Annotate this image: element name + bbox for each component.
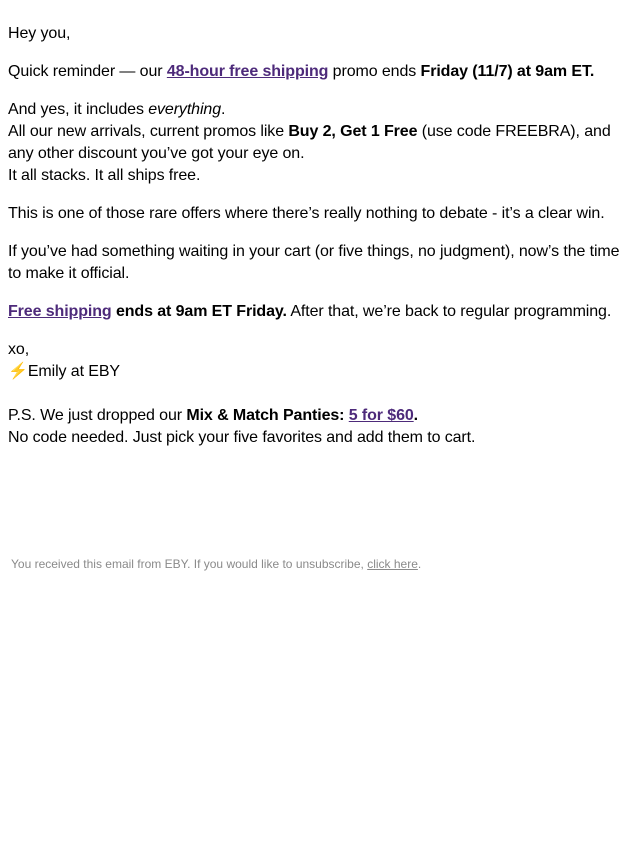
- signoff-name: ⚡Emily at EBY: [8, 363, 120, 380]
- signoff: [8, 339, 634, 383]
- ps-product: Mix & Match Panties:: [186, 407, 349, 424]
- includes-post: .: [221, 101, 226, 118]
- footer-end: .: [417, 557, 422, 571]
- promo-name: Buy 2, Get 1 Free: [288, 123, 418, 140]
- deadline-bold: ends at 9am ET Friday.: [111, 303, 287, 320]
- promos-pre: All our new arrivals, current promos like: [8, 123, 289, 140]
- email-footer: [11, 556, 421, 572]
- rare-offer-paragraph: This is one of those rare offers where there’s really nothing to debate - it’s a clear win.: [8, 205, 605, 222]
- promos-post: (use code FREEBRA), and any other discount you’ve got your eye on.: [8, 123, 611, 162]
- includes-paragraph: [8, 99, 634, 187]
- footer-text: You received this email from EBY. If you would like to unsubscribe,: [11, 557, 368, 571]
- promos-line: [8, 121, 634, 165]
- ps-offer-link[interactable]: 5 for $60: [348, 407, 414, 424]
- free-shipping-link[interactable]: 48-hour free shipping: [166, 63, 329, 80]
- includes-emphasis: everything: [148, 101, 222, 118]
- deadline-text: Friday (11/7) at 9am ET.: [420, 63, 595, 80]
- includes-line: [8, 99, 634, 121]
- unsubscribe-link[interactable]: click here: [367, 557, 418, 571]
- reminder-paragraph: [8, 61, 634, 83]
- ps-dot: .: [413, 407, 419, 424]
- spacer: [8, 383, 634, 405]
- cart-paragraph: If you’ve had something waiting in your cart (or five things, no judgment), now’s the time to make it official.: [8, 243, 620, 282]
- ps-line: [8, 405, 634, 427]
- greeting-text: Hey you,: [8, 25, 71, 42]
- reminder-mid-text: promo ends: [328, 63, 421, 80]
- includes-pre: And yes, it includes: [8, 101, 149, 118]
- free-shipping-link-2[interactable]: Free shipping: [8, 303, 112, 320]
- signoff-xo: xo,: [8, 341, 30, 358]
- deadline-post: After that, we’re back to regular programming.: [286, 303, 612, 320]
- ps-no-code-line: No code needed. Just pick your five favorites and add them to cart.: [8, 429, 476, 446]
- greeting: [8, 23, 634, 45]
- email-body: [8, 23, 634, 465]
- reminder-text: Quick reminder — our: [8, 63, 167, 80]
- ps-pre: P.S. We just dropped our: [8, 407, 187, 424]
- deadline-paragraph: [8, 301, 634, 323]
- ps-paragraph: [8, 405, 634, 449]
- stacks-line: It all stacks. It all ships free.: [8, 167, 201, 184]
